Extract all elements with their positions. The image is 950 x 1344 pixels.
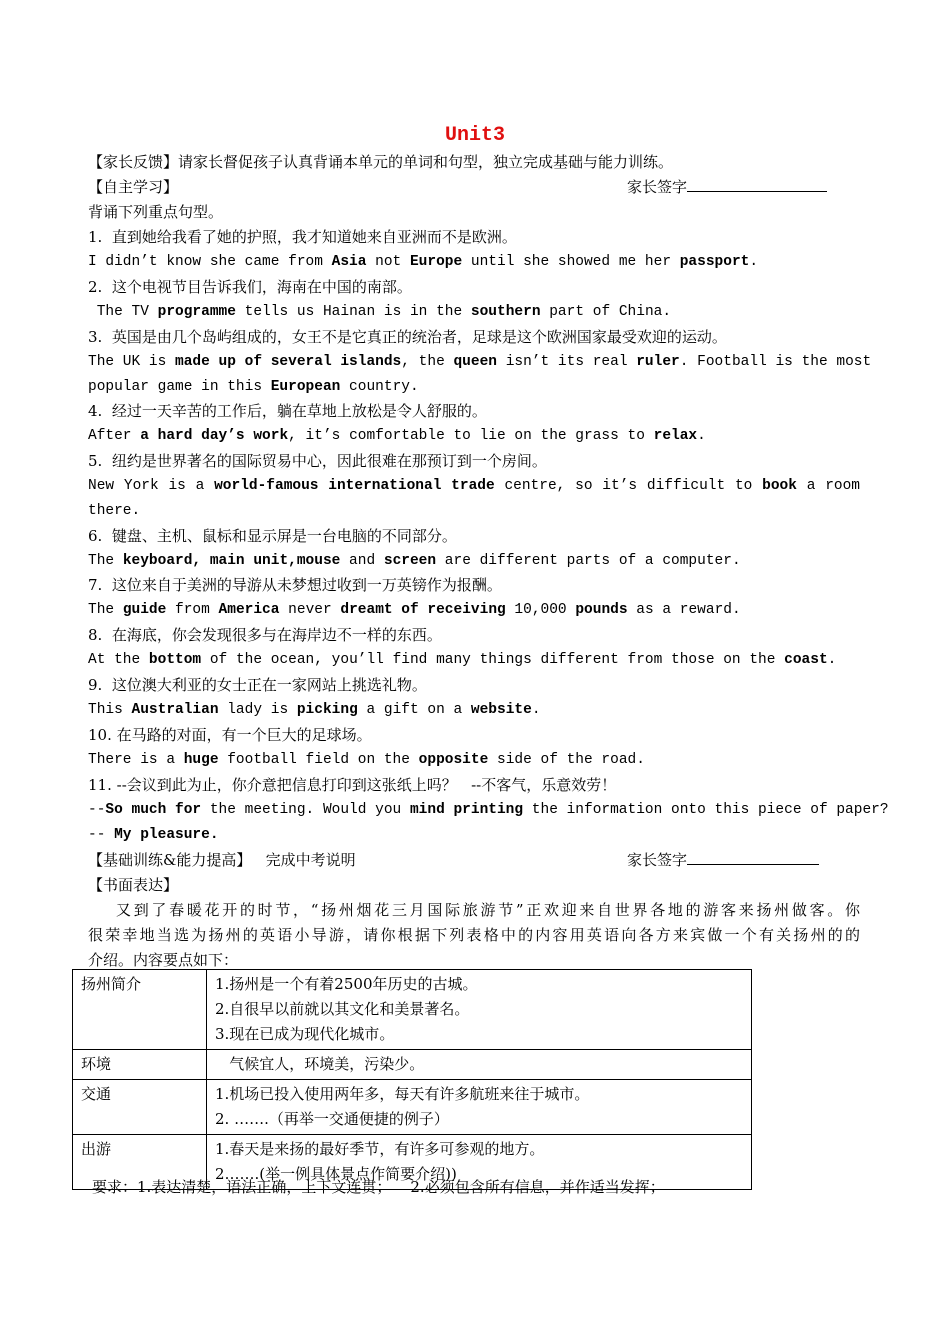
sentence-text: . [827, 652, 837, 668]
training-heading: 【基础训练&能力提高】 [88, 851, 252, 869]
writing-prompt-line: 很荣幸地当选为扬州的英语小导游，请你根据下列表格中的内容用英语向各方来宾做一个有关扬州的的 [88, 926, 860, 944]
sentence-text: from [166, 602, 219, 618]
key-phrase: Asia [331, 254, 367, 270]
sentence-text: This [88, 702, 132, 718]
key-phrase: book [762, 478, 797, 494]
table-key-cell: 出游 [73, 1135, 207, 1190]
requirements: 要求：1.表达清楚，语法正确，上下文连贯； 2.必须包含所有信息，并作适当发挥； [92, 1178, 665, 1196]
page-title: Unit3 [444, 124, 505, 147]
sentence-text: football field on the [218, 752, 419, 768]
key-phrase: picking [296, 702, 358, 718]
sentence-text: The [88, 553, 123, 569]
table-points-cell [207, 1050, 752, 1080]
sentence-text: tells us Hainan is in the [235, 304, 471, 320]
sentence-cn: 8. 在海底，你会发现很多与在海岸边不一样的东西。 [88, 626, 442, 644]
key-phrase: made up of several islands [175, 354, 402, 370]
key-phrase: Europe [409, 254, 463, 270]
sentence-text: popular game in this [88, 379, 271, 395]
sentence-text: and [340, 553, 384, 569]
table-point: 2…….(举一例具体景点作简要介绍)) [215, 1165, 457, 1183]
table-point: 2. …….（再举一交通便捷的例子） [215, 1110, 449, 1128]
key-phrase: southern [470, 304, 541, 320]
sentence-text: . Football is the most [679, 354, 872, 370]
table-point: 气候宜人，环境美，污染少。 [215, 1055, 425, 1073]
key-phrase: screen [383, 553, 437, 569]
table-point: 1.机场已投入使用两年多，每天有许多航班来往于城市。 [215, 1085, 590, 1103]
key-phrase: relax [653, 428, 698, 444]
content-points-table [72, 969, 752, 1190]
sentence-text: There is a [88, 752, 184, 768]
sentence-text: -- [88, 802, 106, 818]
table-row [73, 970, 752, 1050]
sentence-cn: 9. 这位澳大利亚的女士正在一家网站上挑选礼物。 [88, 676, 427, 694]
sentence-en [88, 600, 741, 620]
sentence-text: . [749, 254, 759, 270]
table-points-cell [207, 970, 752, 1050]
key-phrase: Australian [131, 702, 219, 718]
sentence-en [88, 252, 758, 272]
sentence-text: as a reward. [627, 602, 741, 618]
sentence-text: lady is [218, 702, 297, 718]
key-phrase: bottom [148, 652, 202, 668]
key-phrase: programme [157, 304, 236, 320]
sign-field[interactable] [687, 177, 827, 192]
table-key-cell: 环境 [73, 1050, 207, 1080]
sentence-text: I didn’t know she came from [88, 254, 332, 270]
sentence-text: never [279, 602, 341, 618]
sentence-text: The [88, 602, 123, 618]
key-phrase: ruler [636, 354, 680, 370]
key-phrase: guide [122, 602, 167, 618]
sentence-text: At the [88, 652, 149, 668]
table-key-cell: 扬州简介 [73, 970, 207, 1050]
key-phrase: mind printing [409, 802, 524, 818]
writing-heading: 【书面表达】 [88, 876, 179, 894]
sentence-en [88, 650, 836, 670]
sentence-cn: 4. 经过一天辛苦的工作后，躺在草地上放松是令人舒服的。 [88, 402, 487, 420]
sentence-en [88, 750, 645, 770]
sentence-text: a gift on a [357, 702, 471, 718]
sentence-text: . [697, 428, 706, 444]
sentence-cn: 1. 直到她给我看了她的护照，我才知道她来自亚洲而不是欧洲。 [88, 228, 517, 246]
table-point: 1.春天是来扬的最好季节，有许多可参观的地方。 [215, 1140, 545, 1158]
sentence-text: The UK is [88, 354, 176, 370]
sign-label: 家长签字 [627, 178, 688, 196]
sign-label: 家长签字 [627, 851, 688, 869]
sentence-en [88, 476, 860, 496]
key-phrase: world-famous international trade [214, 478, 495, 494]
sentence-text: . [531, 702, 541, 718]
sentence-cn: 2. 这个电视节目告诉我们，海南在中国的南部。 [88, 278, 412, 296]
key-phrase: coast [784, 652, 828, 668]
table-points-cell [207, 1080, 752, 1135]
sentence-text: After [88, 428, 141, 444]
key-phrase: European [270, 379, 341, 395]
key-phrase: opposite [418, 752, 489, 768]
sentence-text: , the [401, 354, 454, 370]
sentence-text: New York is a [88, 478, 215, 494]
table-point: 3.现在已成为现代化城市。 [215, 1025, 395, 1043]
sentence-en [88, 825, 219, 845]
sentence-text: the meeting. Would you [201, 802, 410, 818]
writing-prompt-line: 又到了春暖花开的时节，“扬州烟花三月国际旅游节”正欢迎来自世界各地的游客来扬州做客。你 [116, 901, 860, 919]
key-phrase: dreamt of receiving [340, 602, 506, 618]
key-phrase: a hard day’s work [140, 428, 289, 444]
sentence-text: there. [88, 503, 141, 519]
table-row [73, 1050, 752, 1080]
key-phrase: keyboard, main unit,mouse [122, 553, 341, 569]
key-phrase: passport [679, 254, 750, 270]
writing-prompt-line: 介绍。内容要点如下： [88, 951, 239, 969]
sentence-en [88, 501, 140, 521]
sentence-text: part of China. [540, 304, 672, 320]
sentence-text: the information onto this piece of paper? [523, 802, 889, 818]
training-section [88, 850, 356, 870]
training-task: 完成中考说明 [265, 851, 356, 869]
sentence-en [88, 352, 872, 372]
key-phrase: pounds [575, 602, 628, 618]
parent-feedback: 【家长反馈】请家长督促孩子认真背诵本单元的单词和句型，独立完成基础与能力训练。 [88, 153, 674, 171]
sign-field[interactable] [687, 850, 819, 865]
table-point: 1.扬州是一个有着2500年历史的古城。 [215, 975, 478, 993]
table-key-cell: 交通 [73, 1080, 207, 1135]
sentence-text: centre, so it’s difficult to [494, 478, 763, 494]
sentence-text: a room [796, 478, 860, 494]
sentence-text: not [366, 254, 410, 270]
self-study-heading: 【自主学习】 [88, 178, 179, 196]
sentence-text: , it’s comfortable to lie on the grass to [288, 428, 654, 444]
sentence-cn: 6. 键盘、主机、鼠标和显示屏是一台电脑的不同部分。 [88, 527, 457, 545]
key-phrase: So much for [105, 802, 202, 818]
sentence-text: until she showed me her [462, 254, 680, 270]
sentence-en [88, 551, 741, 571]
sentence-en [88, 302, 671, 322]
sentence-cn: 11. --会议到此为止，你介意把信息打印到这张纸上吗？ --不客气，乐意效劳！ [88, 776, 617, 794]
key-phrase: website [470, 702, 532, 718]
sentence-cn: 5. 纽约是世界著名的国际贸易中心，因此很难在那预订到一个房间。 [88, 452, 547, 470]
sentence-text: side of the road. [488, 752, 645, 768]
sentence-cn: 3. 英国是由几个岛屿组成的，女王不是它真正的统治者，足球是这个欧洲国家最受欢迎的运动。 [88, 328, 727, 346]
key-phrase: queen [453, 354, 497, 370]
sentence-text: isn’t its real [497, 354, 637, 370]
table-point: 2.自很早以前就以其文化和美景著名。 [215, 1000, 470, 1018]
sentence-cn: 10. 在马路的对面，有一个巨大的足球场。 [88, 726, 372, 744]
training-sign [627, 850, 819, 870]
key-phrase: huge [183, 752, 219, 768]
sentence-text: -- [88, 827, 115, 843]
self-study-sign [627, 177, 827, 197]
sentence-text: country. [340, 379, 419, 395]
key-phrase: My pleasure. [114, 827, 219, 843]
key-phrase: America [218, 602, 280, 618]
sentence-cn: 7. 这位来自于美洲的导游从未梦想过收到一万英镑作为报酬。 [88, 576, 502, 594]
sentence-en [88, 377, 419, 397]
sentence-text: of the ocean, you’ll find many things different from those on the [201, 652, 785, 668]
sentence-text: The TV [88, 304, 158, 320]
table-row [73, 1080, 752, 1135]
sentence-text: are different parts of a computer. [436, 553, 741, 569]
sentence-en [88, 800, 889, 820]
sentence-en [88, 426, 706, 446]
recite-intro: 背诵下列重点句型。 [88, 203, 224, 221]
sentence-text: 10,000 [505, 602, 576, 618]
sentence-en [88, 700, 541, 720]
